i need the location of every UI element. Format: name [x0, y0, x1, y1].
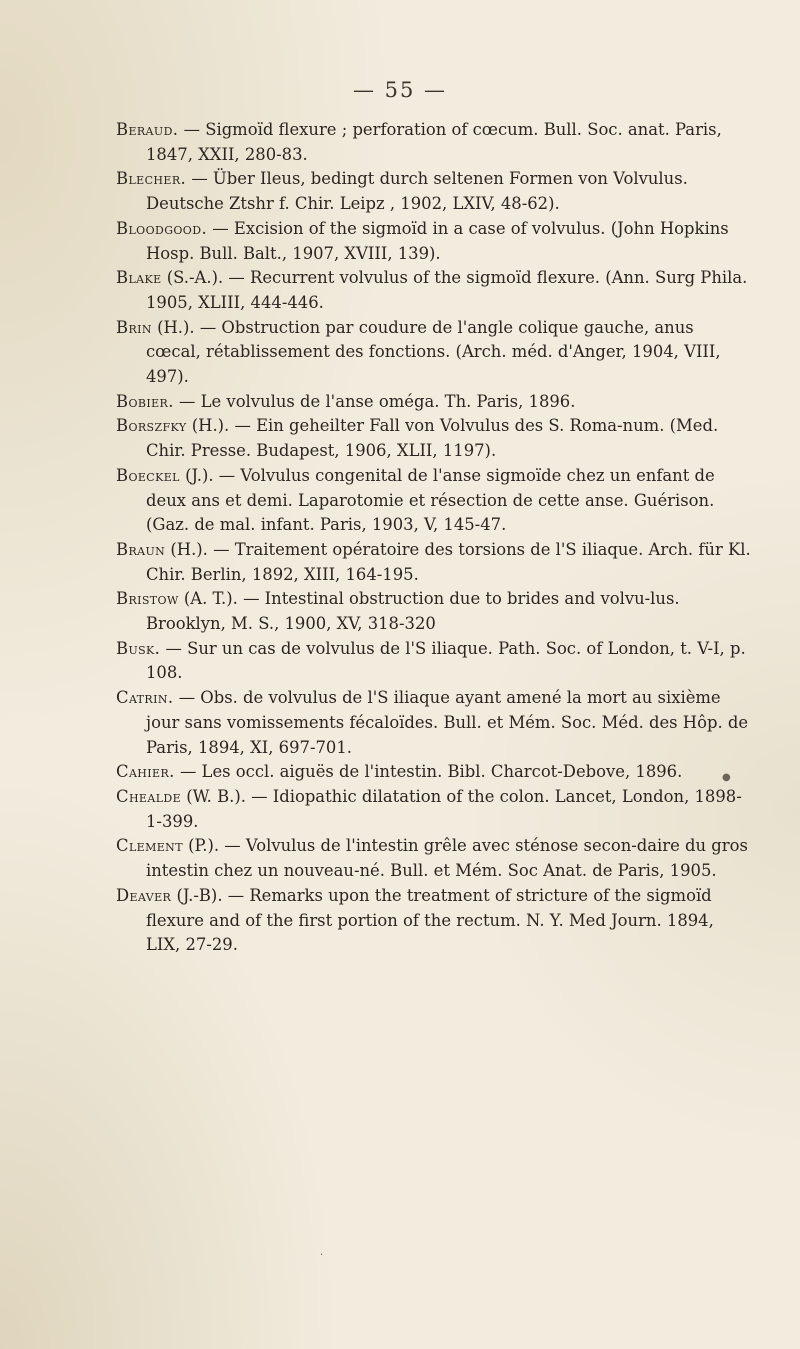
- entry-text: — Le volvulus de l'anse oméga. Th. Paris, 1896.: [173, 391, 576, 411]
- bibliography-entry: [116, 834, 752, 883]
- entry-text: — Sur un cas de volvulus de l'S iliaque. Path. Soc. of London, t. V-I, p. 108.: [146, 638, 746, 683]
- entry-text: (H.). — Obstruction par coudure de l'angle colique gauche, anus cœcal, rétablissement des fonctions. (Arch. méd. d'Anger, 1904, VIII, 497).: [146, 317, 721, 387]
- ink-speck: ·: [320, 1250, 324, 1261]
- bibliography-entry: [116, 785, 752, 834]
- entry-author: Clement: [116, 836, 183, 856]
- bibliography-list: [116, 118, 752, 958]
- entry-author: Busk.: [116, 638, 161, 658]
- bibliography-entry: [116, 464, 752, 538]
- entry-text: (J.-B). — Remarks upon the treatment of stricture of the sigmoïd flexure and of the first portion of the rectum. N. Y. Med Journ. 1894, LIX, 27-29.: [146, 885, 714, 955]
- entry-text: (H.). — Traitement opératoire des torsions de l'S iliaque. Arch. für Kl. Chir. Berlin, 1892, XIII, 164-195.: [146, 539, 751, 584]
- entry-author: Boeckel: [116, 465, 180, 485]
- entry-text: — Sigmoïd flexure ; perforation of cœcum. Bull. Soc. anat. Paris, 1847, XXII, 280-83.: [146, 120, 722, 164]
- bibliography-entry: [116, 637, 752, 686]
- entry-author: Catrin.: [116, 688, 174, 708]
- bibliography-entry: [116, 316, 752, 390]
- entry-author: Bristow: [116, 589, 179, 609]
- entry-author: Deaver: [116, 885, 172, 905]
- entry-text: — Obs. de volvulus de l'S iliaque ayant amené la mort au sixième jour sans vomissements fécaloïdes. Bull. et Mém. Soc. Méd. des Hôp. de Paris, 1894, XI, 697-701.: [146, 688, 749, 757]
- entry-author: Bobier.: [116, 391, 174, 411]
- entry-text: (J.). — Volvulus congenital de l'anse sigmoïde chez un enfant de deux ans et demi. Laparotomie et résection de cette anse. Guérison. (Gaz. de mal. infant. Paris, 1903, V, 145-47.: [146, 465, 715, 535]
- bibliography-entry: [116, 884, 752, 958]
- entry-text: (S.-A.). — Recurrent volvulus of the sigmoïd flexure. (Ann. Surg Phila. 1905, XLIII, 444-446.: [146, 268, 748, 312]
- entry-text: (W. B.). — Idiopathic dilatation of the colon. Lancet, London, 1898-1-399.: [146, 786, 742, 831]
- entry-text: — Excision of the sigmoïd in a case of volvulus. (John Hopkins Hosp. Bull. Balt., 1907, XVIII, 139).: [146, 218, 729, 263]
- entry-author: Braun: [116, 539, 166, 559]
- bibliography-entry: [116, 686, 752, 760]
- bibliography-entry: [116, 414, 752, 463]
- entry-text: (A. T.). — Intestinal obstruction due to brides and volvu-lus. Brooklyn, M. S., 1900, XV, 318-320: [146, 589, 680, 634]
- ink-speck: ●: [722, 772, 731, 783]
- entry-text: (H.). — Ein geheilter Fall von Volvulus des S. Roma-num. (Med. Chir. Presse. Budapest, 1906, XLII, 1197).: [146, 416, 719, 461]
- bibliography-entry: [116, 217, 752, 266]
- page-number: — 55 —: [352, 78, 448, 102]
- entry-author: Blecher.: [116, 169, 187, 189]
- bibliography-entry: [116, 390, 752, 415]
- bibliography-entry: [116, 538, 752, 587]
- entry-author: Bloodgood.: [116, 218, 208, 238]
- entry-author: Chealde: [116, 786, 182, 806]
- entry-author: Borszfky: [116, 416, 187, 436]
- entry-author: Cahier.: [116, 762, 175, 782]
- entry-author: Brin: [116, 317, 152, 337]
- bibliography-entry: [116, 167, 752, 216]
- entry-text: — Les occl. aiguës de l'intestin. Bibl. Charcot-Debove, 1896.: [174, 762, 683, 782]
- bibliography-entry: [116, 266, 752, 315]
- bibliography-entry: [116, 760, 752, 785]
- entry-text: — Über Ileus, bedingt durch seltenen Formen von Volvulus. Deutsche Ztshr f. Chir. Leipz , 1902, LXIV, 48-62).: [146, 169, 688, 214]
- bibliography-entry: [116, 118, 752, 167]
- bibliography-entry: [116, 587, 752, 636]
- entry-text: (P.). — Volvulus de l'intestin grêle avec sténose secon-daire du gros intestin chez un nouveau-né. Bull. et Mém. Soc Anat. de Paris, 1905.: [146, 836, 748, 881]
- entry-author: Blake: [116, 268, 162, 288]
- entry-author: Beraud.: [116, 120, 179, 139]
